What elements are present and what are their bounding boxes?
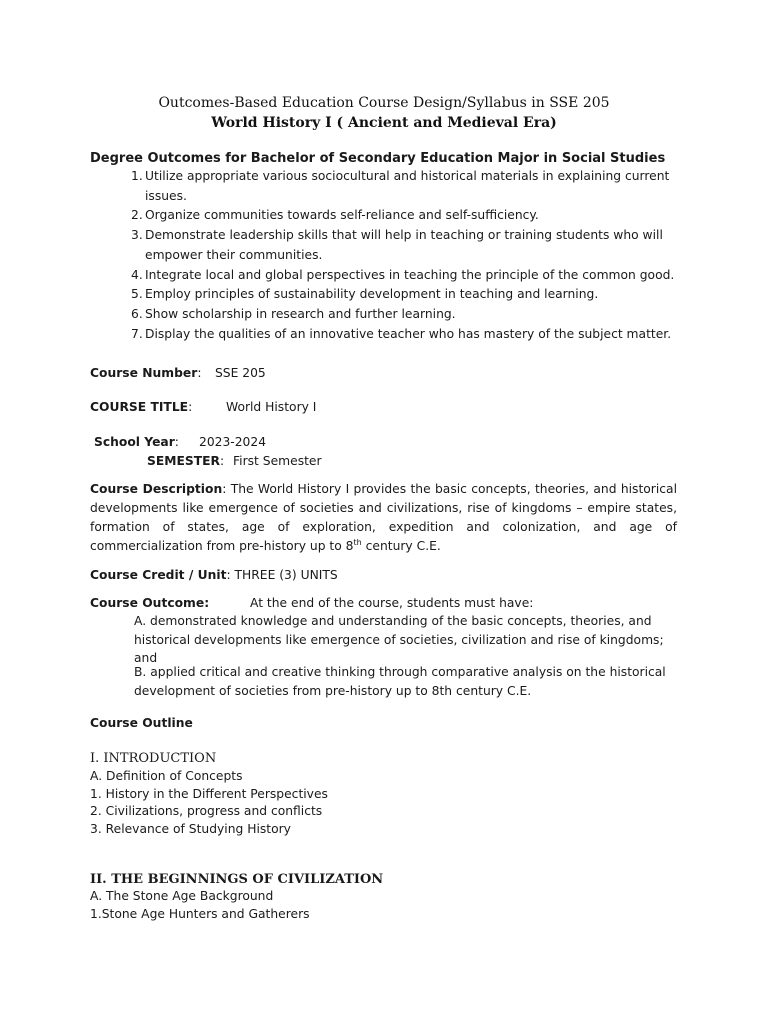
list-item-text: Display the qualities of an innovative teacher who has mastery of the subject matter. [145,326,672,341]
course-title-value: World History I [226,400,317,414]
outline-item: 2. Civilizations, progress and conflicts [90,804,323,818]
course-description [90,480,677,556]
ordinal-suffix: th [353,537,362,547]
course-number-label: Course Number [90,366,198,380]
list-item-text: Utilize appropriate various sociocultural and historical materials in explaining current issues. [145,169,670,203]
school-year-row [94,433,179,452]
course-description-text: : The World History I provides the basic concepts, theories, and historical developments like emergence of societies and civilizations, rise of kingdoms – empire states, formation of states, age of exploration, expedition and colonization, and age of commercialization from pre-history up to 8 [90,482,677,553]
school-year-value: 2023-2024 [199,435,267,449]
course-outcome-item-b: B. applied critical and creative thinking through comparative analysis on the historical development of societies from pre-history up to 8th century C.E. [134,665,666,698]
list-item [90,325,680,345]
course-number-row [90,364,201,383]
list-item-number: 2. [131,208,143,223]
outline-item: 3. Relevance of Studying History [90,822,291,836]
degree-outcomes-list [90,167,680,344]
outline-item: A. Definition of Concepts [90,769,243,783]
list-item-text: Show scholarship in research and further learning. [145,306,456,321]
list-item [90,206,680,226]
course-outcome-intro: At the end of the course, students must have: [250,596,534,610]
course-title-row [90,398,192,417]
list-item [90,305,680,325]
list-item-number: 1. [131,169,143,183]
outline-item: A. The Stone Age Background [90,889,274,903]
list-item-number: 7. [131,326,143,341]
document-title-line1: Outcomes-Based Education Course Design/Syllabus in SSE 205 [158,95,610,111]
list-item [90,167,680,206]
course-outline-heading: Course Outline [90,716,193,730]
list-item [90,226,680,265]
school-year-label: School Year [94,435,175,449]
list-item [90,285,680,305]
course-description-text-end: century C.E. [361,539,441,553]
outline-item: 1.Stone Age Hunters and Gatherers [90,907,310,921]
outline-section-civilization: II. THE BEGINNINGS OF CIVILIZATION [90,872,384,887]
degree-outcomes-heading: Degree Outcomes for Bachelor of Secondary Education Major in Social Studies [90,151,666,166]
list-item-text: Integrate local and global perspectives in teaching the principle of the common good. [145,267,675,282]
semester-label: SEMESTER [147,454,221,468]
course-credit-value: : THREE (3) UNITS [226,568,338,582]
list-item [90,266,680,286]
document-title-line2: World History I ( Ancient and Medieval Era) [211,115,557,131]
school-year-separator: : [174,435,179,449]
course-description-label: Course Description [90,482,223,496]
course-credit-label: Course Credit / Unit [90,568,227,582]
list-item-text: Employ principles of sustainability development in teaching and learning. [145,287,599,302]
semester-value: First Semester [233,454,322,468]
course-title-separator: : [188,400,193,414]
course-outcome-label: Course Outcome: [90,596,210,610]
course-number-separator: : [197,366,202,380]
list-item-number: 5. [131,287,143,302]
list-item-text: Organize communities towards self-reliance and self-sufficiency. [145,208,539,223]
outline-item: 1. History in the Different Perspectives [90,787,328,801]
semester-row [147,452,224,471]
list-item-number: 3. [131,228,143,243]
course-title-label: COURSE TITLE [90,400,189,414]
outline-section-introduction: I. INTRODUCTION [90,751,217,766]
course-credit-row [90,566,338,585]
semester-separator: : [220,454,225,468]
list-item-number: 6. [131,306,143,321]
course-outcome-item-a: A. demonstrated knowledge and understanding of the basic concepts, theories, and historical developments like emergence of societies, civilization and rise of kingdoms; and [134,614,664,665]
course-number-value: SSE 205 [215,366,266,380]
list-item-text: Demonstrate leadership skills that will help in teaching or training students who will empower their communities. [145,228,663,262]
list-item-number: 4. [131,267,143,282]
